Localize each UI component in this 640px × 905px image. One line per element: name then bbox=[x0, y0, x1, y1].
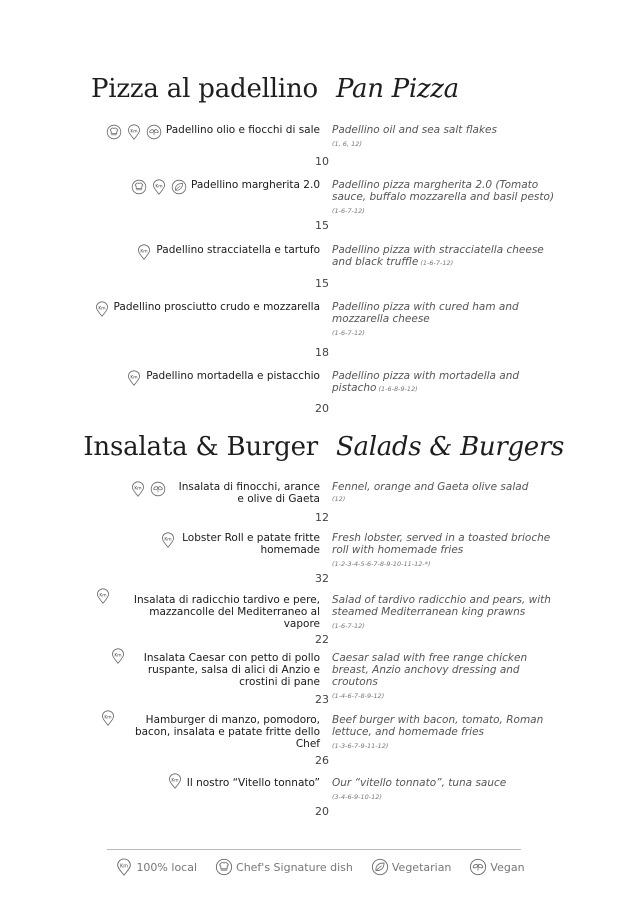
chef-icon bbox=[106, 124, 122, 140]
item-name: Padellino olio e fiocchi di sale bbox=[165, 124, 320, 136]
item-icons bbox=[110, 648, 126, 664]
legend-label: 100% local bbox=[136, 860, 198, 874]
item-price: 15 bbox=[315, 219, 329, 232]
legend-label: Vegetarian bbox=[391, 860, 452, 874]
item-allergens: (1-6-7-12) bbox=[332, 622, 365, 630]
km-icon bbox=[94, 301, 110, 317]
item-name: Padellino mortadella e pistacchio bbox=[146, 370, 320, 382]
section-title-italian: Insalata & Burger bbox=[83, 432, 318, 462]
item-icons bbox=[95, 588, 111, 604]
chef-icon bbox=[131, 179, 147, 195]
item-description: Padellino pizza margherita 2.0 (Tomato sauce, buffalo mozzarella and basil pesto) bbox=[332, 179, 555, 203]
item-allergens: (12) bbox=[332, 495, 346, 503]
item-price: 18 bbox=[315, 346, 329, 359]
section-title-pizza bbox=[0, 74, 640, 114]
svg-text:Km: Km bbox=[97, 306, 106, 312]
legend-item-local bbox=[115, 858, 197, 876]
item-price: 23 bbox=[315, 693, 329, 706]
legend-item-vegetarian bbox=[371, 858, 452, 876]
item-description: Fennel, orange and Gaeta olive salad bbox=[332, 481, 529, 493]
svg-text:Km: Km bbox=[130, 375, 138, 381]
km-icon bbox=[130, 481, 146, 497]
svg-text:Km: Km bbox=[130, 129, 138, 135]
item-allergens: (1-6-8-9-12) bbox=[378, 385, 418, 393]
item-description: Beef burger with bacon, tomato, Roman lettuce, and homemade fries bbox=[332, 714, 544, 738]
item-allergens: (1-6-7-12) bbox=[332, 329, 365, 337]
svg-text:Km: Km bbox=[114, 653, 122, 659]
svg-text:Km: Km bbox=[164, 537, 172, 543]
km-icon bbox=[136, 244, 152, 260]
km-icon bbox=[126, 124, 142, 140]
item-name: Insalata di finocchi, arance e olive di Gaeta bbox=[178, 481, 320, 505]
item-icons bbox=[131, 179, 187, 195]
item-price: 22 bbox=[315, 633, 329, 646]
item-allergens: (1-6-7-12) bbox=[332, 207, 365, 215]
km-icon bbox=[151, 179, 167, 195]
legend-item-vegan bbox=[469, 858, 524, 876]
vegan-icon bbox=[469, 858, 487, 876]
item-allergens: (1-2-3-4-5-6-7-8-9-10-11-12-*) bbox=[332, 560, 431, 568]
item-price: 26 bbox=[315, 754, 329, 767]
svg-text:Km: Km bbox=[120, 863, 129, 870]
item-name: Lobster Roll e patate fritte homemade bbox=[182, 532, 320, 556]
section-title-english: Salads & Burgers bbox=[336, 432, 565, 462]
item-icons bbox=[126, 370, 142, 386]
item-price: 12 bbox=[315, 511, 329, 524]
section-title-english: Pan Pizza bbox=[336, 74, 459, 104]
item-price: 20 bbox=[315, 402, 329, 415]
svg-text:Km: Km bbox=[104, 715, 112, 721]
item-allergens: (1, 6, 12) bbox=[332, 140, 362, 148]
item-icons bbox=[130, 481, 166, 497]
vegan-icon bbox=[150, 481, 166, 497]
vegetarian-icon bbox=[171, 179, 187, 195]
item-description: Fresh lobster, served in a toasted brioche roll with homemade fries bbox=[332, 532, 551, 556]
item-name: Insalata Caesar con petto di pollo ruspante, salsa di alici di Anzio e crostini di pane bbox=[143, 652, 320, 688]
item-icons bbox=[94, 301, 110, 317]
item-description: Padellino oil and sea salt flakes bbox=[332, 124, 497, 136]
legend-label: Chef's Signature dish bbox=[236, 860, 353, 874]
item-allergens: (1-4-6-7-8-9-12) bbox=[332, 692, 385, 700]
legend bbox=[0, 858, 640, 876]
svg-text:Km: Km bbox=[134, 486, 142, 492]
item-description: Padellino pizza with stracciatella cheese and black truffle (1-6-7-12) bbox=[332, 244, 544, 268]
item-price: 15 bbox=[315, 277, 329, 290]
vegetarian-icon bbox=[371, 858, 389, 876]
item-name: Padellino stracciatella e tartufo bbox=[156, 244, 320, 256]
km-icon bbox=[110, 648, 126, 664]
item-name: Hamburger di manzo, pomodoro, bacon, insalata e patate fritte dello Chef bbox=[134, 714, 320, 750]
km-icon bbox=[160, 532, 176, 548]
item-allergens: (3-4-6-9-10-12) bbox=[332, 793, 382, 801]
item-price: 20 bbox=[315, 805, 329, 818]
item-description: Caesar salad with free range chicken breast, Anzio anchovy dressing and croutons bbox=[332, 652, 528, 688]
section-title-salads bbox=[0, 432, 640, 472]
section-title-italian: Pizza al padellino bbox=[91, 74, 318, 104]
footer-divider bbox=[107, 849, 521, 850]
km-icon bbox=[115, 858, 133, 876]
svg-text:Km: Km bbox=[171, 778, 179, 784]
km-icon bbox=[100, 710, 116, 726]
item-price: 10 bbox=[315, 155, 329, 168]
item-description: Padellino pizza with cured ham and mozzarella cheese bbox=[332, 301, 519, 325]
item-icons bbox=[136, 244, 152, 260]
item-price: 32 bbox=[315, 572, 329, 585]
item-description: Our “vitello tonnato”, tuna sauce bbox=[332, 777, 507, 789]
svg-text:Km: Km bbox=[155, 184, 163, 190]
legend-label: Vegan bbox=[490, 860, 525, 874]
item-name: Padellino margherita 2.0 bbox=[191, 179, 320, 191]
legend-item-chef bbox=[215, 858, 353, 876]
item-allergens: (1-3-6-7-9-11-12) bbox=[332, 742, 389, 750]
svg-text:Km: Km bbox=[99, 593, 107, 599]
item-icons bbox=[160, 532, 176, 548]
item-icons bbox=[167, 773, 183, 789]
svg-text:Km: Km bbox=[140, 249, 148, 255]
item-icons bbox=[100, 710, 116, 726]
km-icon bbox=[167, 773, 183, 789]
item-description: Padellino pizza with mortadella and pistacho (1-6-8-9-12) bbox=[332, 370, 520, 394]
item-name: Insalata di radicchio tardivo e pere, mazzancolle del Mediterraneo al vapore bbox=[133, 594, 320, 630]
km-icon bbox=[95, 588, 111, 604]
item-name: Il nostro “Vitello tonnato” bbox=[186, 777, 320, 789]
item-icons bbox=[106, 124, 162, 140]
item-description: Salad of tardivo radicchio and pears, with steamed Mediterranean king prawns bbox=[332, 594, 551, 618]
chef-icon bbox=[215, 858, 233, 876]
item-name: Padellino prosciutto crudo e mozzarella bbox=[113, 301, 320, 313]
item-allergens: (1-6-7-12) bbox=[420, 259, 454, 267]
km-icon bbox=[126, 370, 142, 386]
vegan-icon bbox=[146, 124, 162, 140]
